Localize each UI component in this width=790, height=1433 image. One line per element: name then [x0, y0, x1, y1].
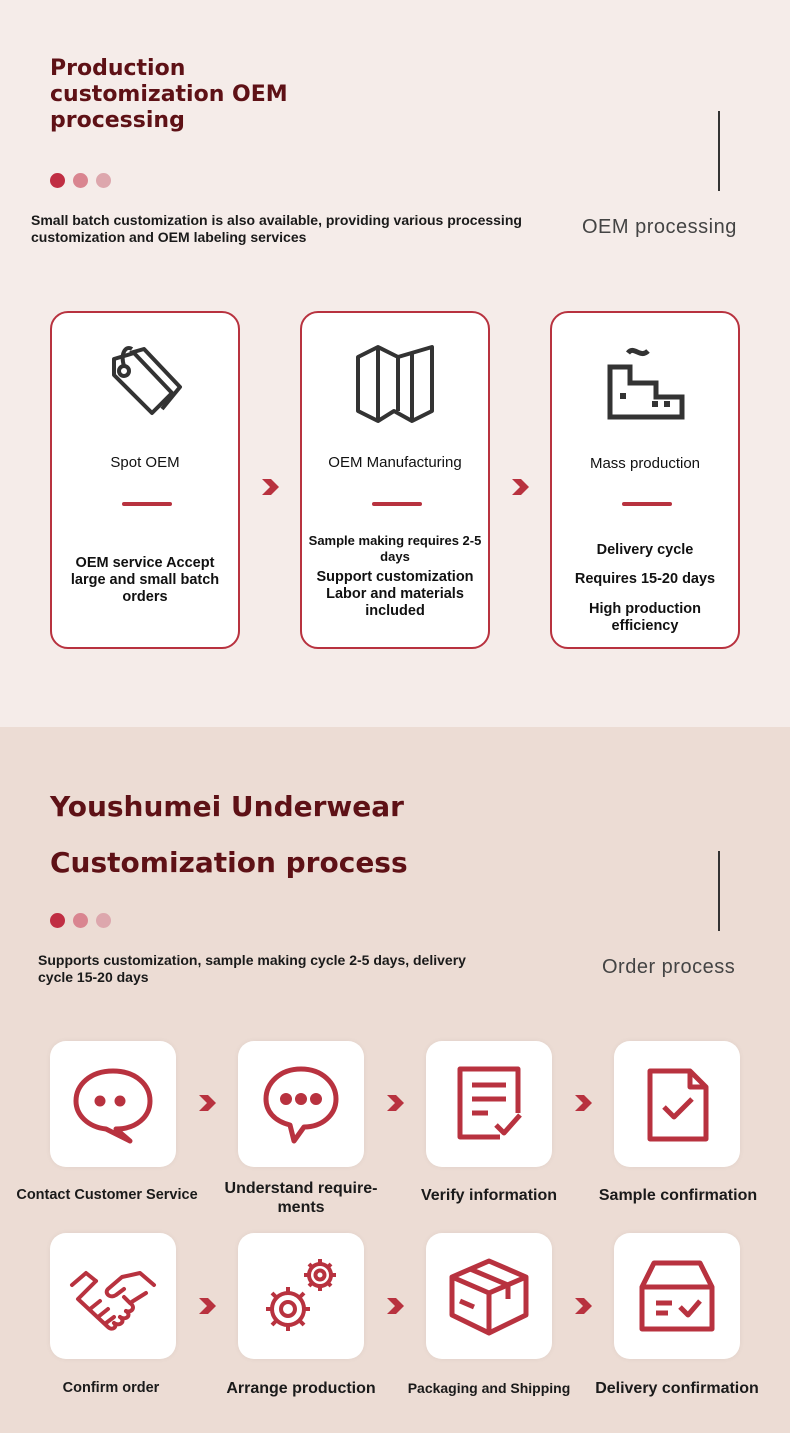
chevron-right-icon: [384, 1092, 406, 1114]
gears-icon: [256, 1251, 346, 1341]
divider-line: [718, 851, 720, 931]
card-divider: [622, 502, 672, 506]
section-subtitle: Supports customization, sample making cycle 2-5 days, delivery cycle 15-20 days: [38, 952, 466, 985]
chevron-right-icon: [196, 1092, 218, 1114]
step-tile-arrange-production: [238, 1233, 364, 1359]
chevron-right-icon: [572, 1092, 594, 1114]
card-oem-manufacturing: [300, 311, 490, 649]
step-label: Verify information: [420, 1187, 558, 1204]
step-tile-understand: [238, 1041, 364, 1167]
step-tile-sample: [614, 1041, 740, 1167]
document-check-icon: [444, 1059, 534, 1149]
card-delivery-time: Requires 15-20 days: [574, 571, 716, 587]
step-tile-delivery: [614, 1233, 740, 1359]
step-tile-packaging: [426, 1233, 552, 1359]
step-tile-confirm-order: [50, 1233, 176, 1359]
side-label: OEM processing: [582, 216, 737, 238]
divider-line: [718, 111, 720, 191]
section-subtitle: Small batch customization is also available, providing various processing customization and OEM labeling services: [31, 212, 522, 245]
card-description: Support customization Labor and materials included: [316, 569, 474, 619]
card-description: OEM service Accept large and small batch orders: [70, 555, 220, 605]
step-label: Packaging and Shipping: [407, 1380, 571, 1396]
card-title: OEM Manufacturing: [328, 454, 462, 471]
side-label: Order process: [602, 956, 736, 978]
step-label: Delivery confirmation: [595, 1380, 759, 1397]
chat-bubble-icon: [68, 1059, 158, 1149]
tag-icon: [100, 339, 190, 429]
factory-icon: [600, 339, 690, 429]
step-label: Understand require- ments: [224, 1180, 378, 1216]
box-icon: [444, 1251, 534, 1341]
section-title-line2: Customization process: [50, 846, 408, 879]
dots-decoration: [50, 913, 111, 928]
card-mass-production: [550, 311, 740, 649]
step-label: Arrange production: [226, 1380, 376, 1397]
card-divider: [122, 502, 172, 506]
step-label: Sample confirmation: [598, 1187, 758, 1204]
section-title-line1: Youshumei Underwear: [50, 790, 404, 823]
chevron-right-icon: [384, 1295, 406, 1317]
file-check-icon: [632, 1059, 722, 1149]
card-divider: [372, 502, 422, 506]
step-tile-verify: [426, 1041, 552, 1167]
card-title: Spot OEM: [110, 454, 180, 471]
delivery-box-icon: [632, 1251, 722, 1341]
step-label: Contact Customer Service: [16, 1187, 198, 1203]
card-spot-oem: [50, 311, 240, 649]
map-icon: [350, 339, 440, 429]
chevron-right-icon: [259, 476, 281, 498]
chevron-right-icon: [572, 1295, 594, 1317]
step-label: Confirm order: [62, 1380, 160, 1396]
card-title: Mass production: [589, 455, 701, 472]
card-delivery-label: Delivery cycle: [596, 542, 694, 558]
card-sample-time: Sample making requires 2-5 days: [308, 533, 482, 564]
step-tile-contact: [50, 1041, 176, 1167]
section-title: Production customization OEM processing: [50, 56, 288, 133]
chevron-right-icon: [196, 1295, 218, 1317]
chevron-right-icon: [509, 476, 531, 498]
handshake-icon: [68, 1251, 158, 1341]
card-description: High production efficiency: [589, 601, 701, 634]
chat-dots-icon: [256, 1059, 346, 1149]
dots-decoration: [50, 173, 111, 188]
